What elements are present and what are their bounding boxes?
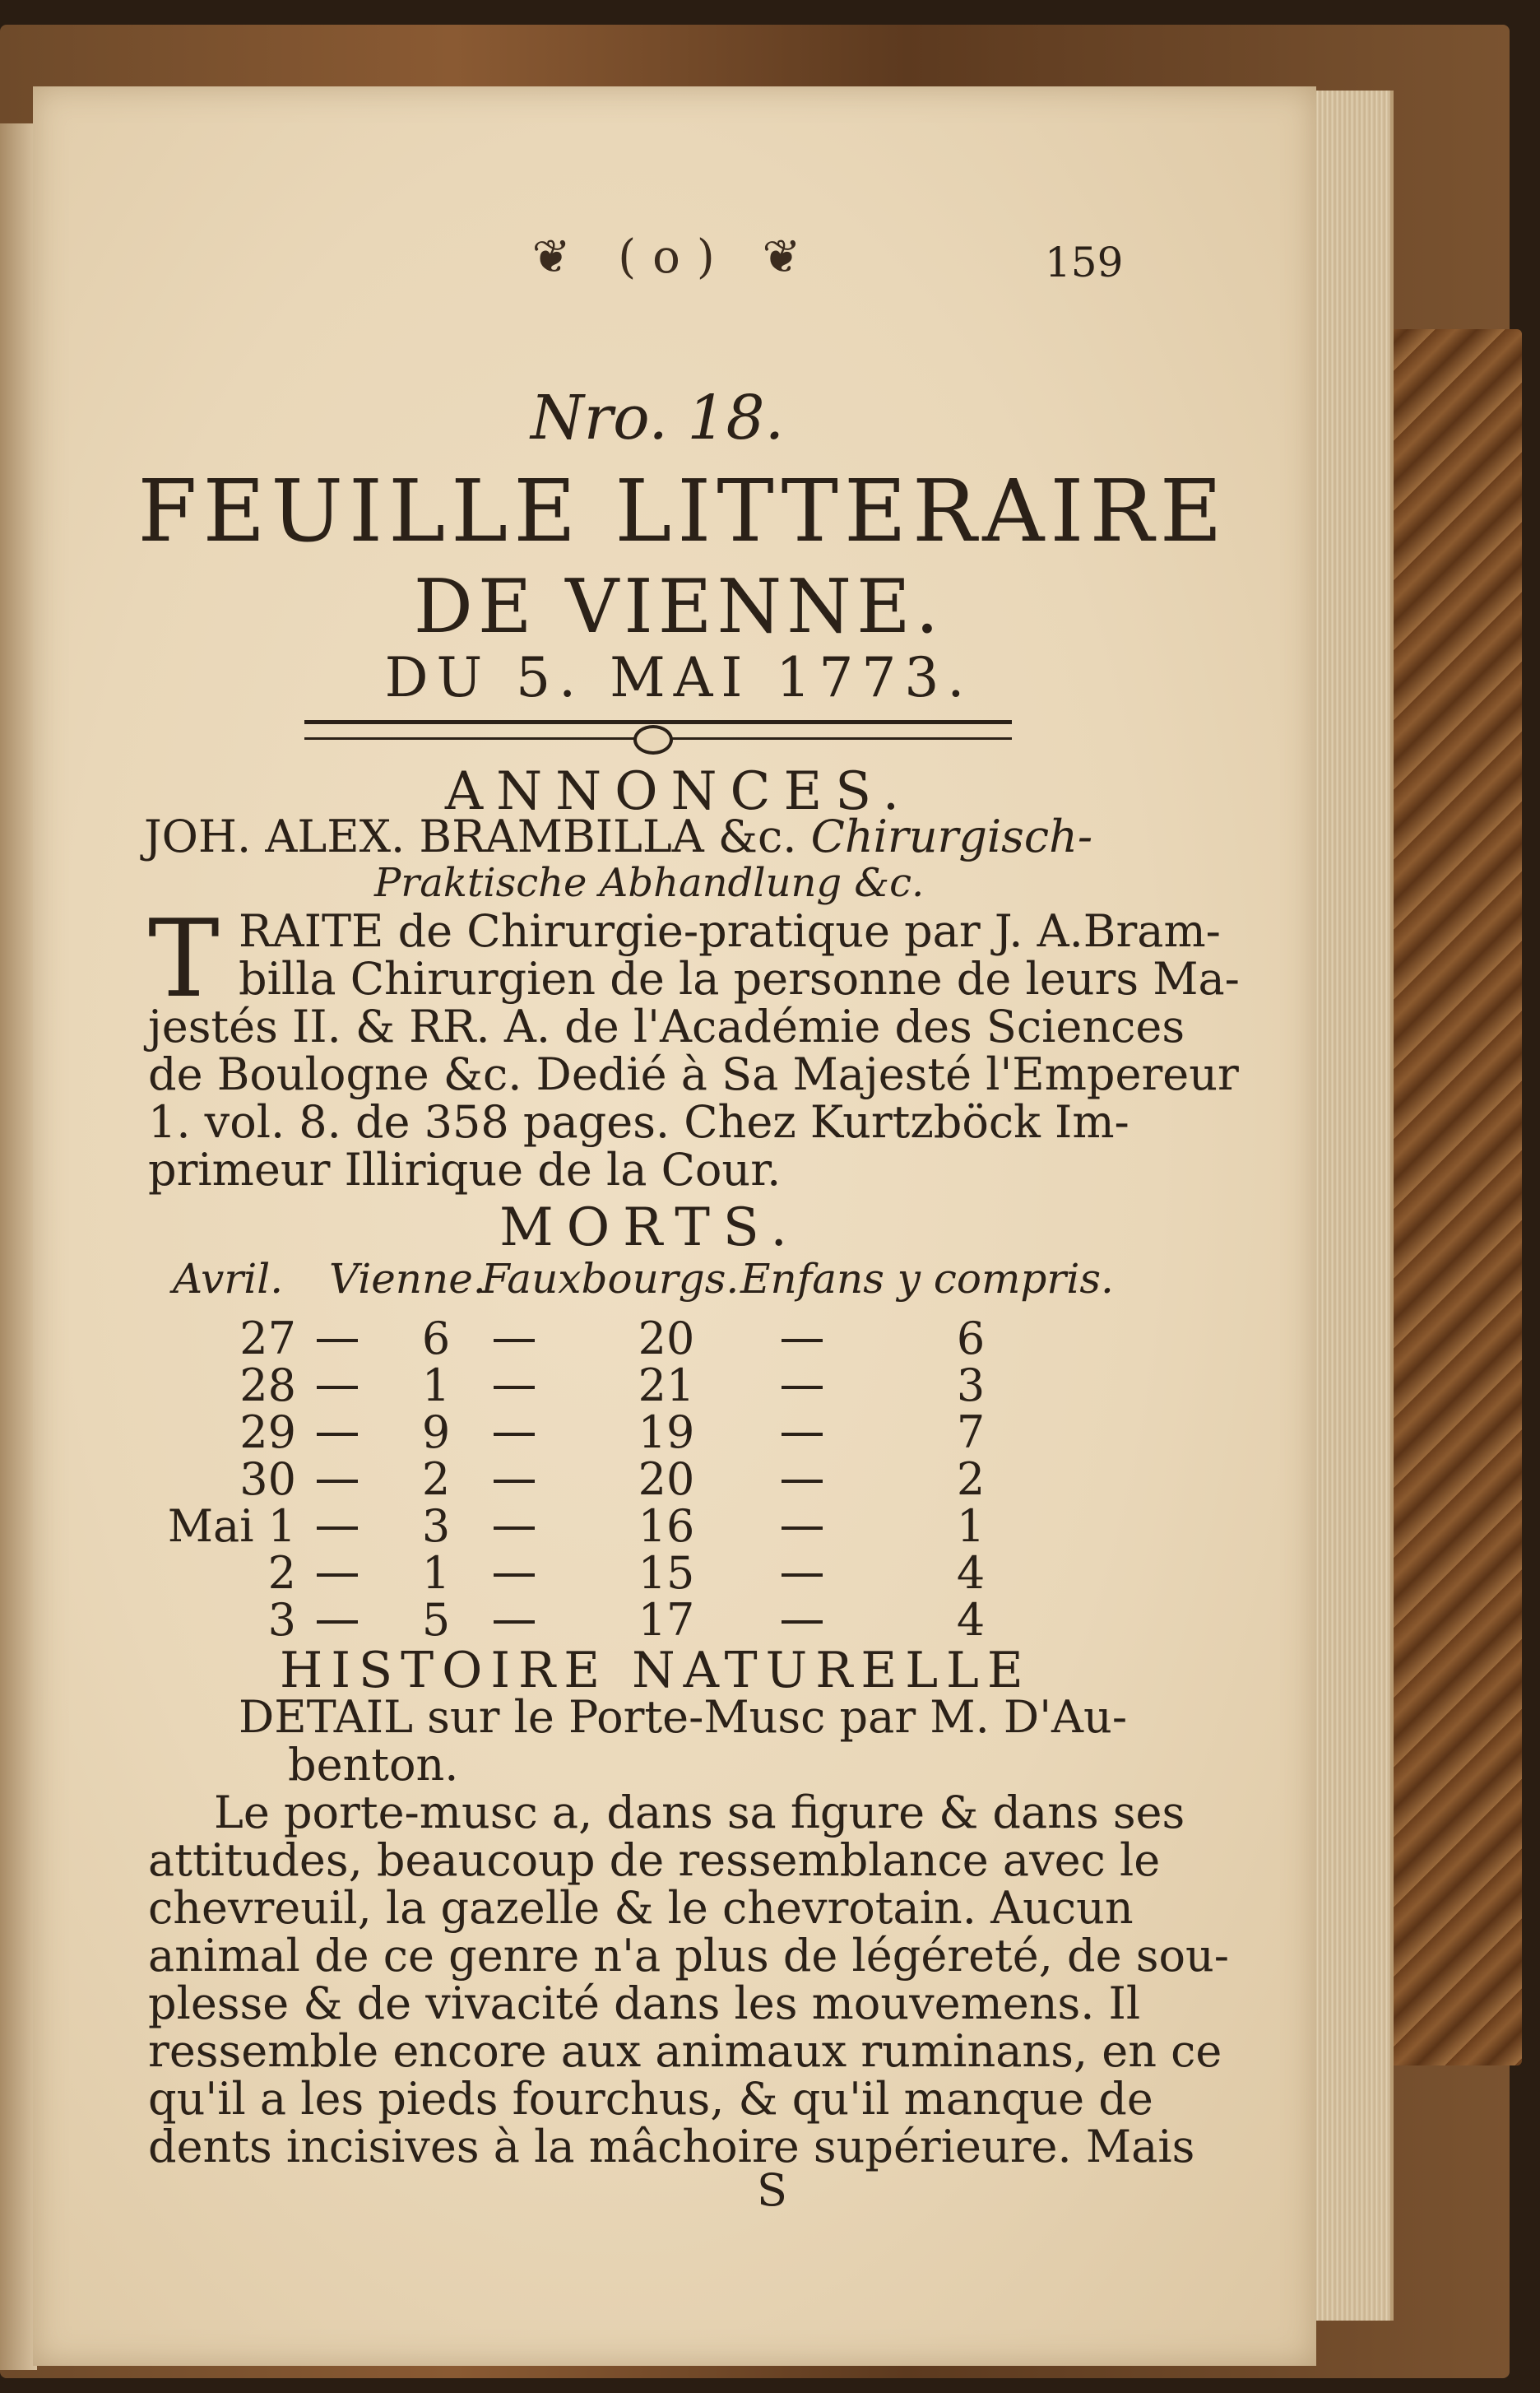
page-number: 159	[1045, 239, 1124, 286]
header-ornament: ❦ (o) ❦	[531, 230, 818, 284]
morts-dash	[494, 1339, 535, 1342]
signature-mark: S	[757, 2164, 787, 2216]
issue-number: Nro. 18.	[531, 383, 785, 453]
morts-fauxbourgs: 19	[638, 1406, 695, 1458]
body-line: animal de ce genre n'a plus de légéreté, de sou-	[148, 1930, 1229, 1982]
morts-enfans: 6	[956, 1313, 986, 1364]
morts-dash	[782, 1386, 823, 1389]
para-line: jestés II. & RR. A. de l'Académie des Sciences	[148, 1001, 1185, 1052]
morts-dash	[317, 1480, 358, 1483]
body-line: plesse & de vivacité dans les mouvemens. Il	[148, 1977, 1141, 2029]
morts-day: 27	[239, 1313, 296, 1364]
morts-dash	[317, 1620, 358, 1624]
body-line: Le porte-musc a, dans sa figure & dans ses	[214, 1787, 1185, 1838]
morts-vienne: 6	[421, 1313, 451, 1364]
book-title-german: Chirurgisch-	[810, 811, 1093, 862]
morts-fauxbourgs: 16	[638, 1500, 695, 1552]
title-line-2: DE VIENNE.	[413, 564, 944, 650]
morts-dash	[494, 1480, 535, 1483]
morts-heading: MORTS.	[499, 1197, 800, 1258]
morts-fauxbourgs: 15	[638, 1547, 695, 1599]
morts-dash	[494, 1620, 535, 1624]
para-line: billa Chirurgien de la personne de leurs Ma-	[239, 953, 1240, 1005]
rule-ornament	[633, 725, 673, 755]
morts-vienne: 2	[421, 1453, 451, 1505]
book-title-author: JOH. ALEX. BRAMBILLA &c.	[144, 811, 797, 862]
morts-dash	[782, 1480, 823, 1483]
morts-fauxbourgs: 20	[638, 1453, 695, 1505]
morts-fauxbourgs: 21	[638, 1359, 695, 1411]
title-line-1: FEUILLE LITTERAIRE	[137, 461, 1228, 561]
morts-dash	[782, 1573, 823, 1577]
book-title-line-2: Praktische Abhandlung &c.	[374, 860, 925, 906]
morts-vienne: 5	[421, 1594, 451, 1646]
page	[33, 86, 1316, 2366]
morts-dash	[317, 1386, 358, 1389]
annonces-heading: ANNONCES.	[444, 761, 913, 822]
para-line: 1. vol. 8. de 358 pages. Chez Kurtzböck Im-	[148, 1096, 1129, 1148]
histoire-heading: HISTOIRE NATURELLE	[280, 1642, 1032, 1699]
para-line: de Boulogne &c. Dedié à Sa Majesté l'Empereur	[148, 1048, 1239, 1100]
morts-enfans: 4	[956, 1547, 986, 1599]
morts-dash	[317, 1433, 358, 1436]
morts-day: 30	[239, 1453, 296, 1505]
col-fauxbourgs: Fauxbourgs.	[481, 1255, 740, 1303]
morts-vienne: 3	[421, 1500, 451, 1552]
morts-enfans: 2	[956, 1453, 986, 1505]
morts-dash	[782, 1620, 823, 1624]
col-vienne: Vienne.	[329, 1255, 486, 1303]
issue-date: DU 5. MAI 1773.	[384, 646, 973, 709]
morts-dash	[494, 1386, 535, 1389]
morts-dash	[317, 1573, 358, 1577]
morts-day: 2	[267, 1547, 296, 1599]
morts-dash	[782, 1339, 823, 1342]
detail-line-2: benton.	[288, 1739, 459, 1791]
morts-vienne: 1	[421, 1547, 451, 1599]
morts-day: Mai 1	[167, 1500, 296, 1552]
body-line: attitudes, beaucoup de ressemblance avec le	[148, 1834, 1161, 1886]
morts-dash	[782, 1526, 823, 1530]
detail-line-1: DETAIL sur le Porte-Musc par M. D'Au-	[239, 1691, 1128, 1743]
morts-fauxbourgs: 17	[638, 1594, 695, 1646]
morts-day: 3	[267, 1594, 296, 1646]
body-line: dents incisives à la mâchoire supérieure. Mais	[148, 2121, 1195, 2172]
morts-day: 29	[239, 1406, 296, 1458]
page-content	[33, 86, 1316, 2366]
drop-cap: T	[148, 896, 220, 1021]
morts-day: 28	[239, 1359, 296, 1411]
col-enfans: Enfans y compris.	[740, 1255, 1114, 1303]
para-line: primeur Illirique de la Cour.	[148, 1144, 782, 1196]
col-avril: Avril.	[173, 1255, 284, 1303]
morts-enfans: 4	[956, 1594, 986, 1646]
morts-dash	[782, 1433, 823, 1436]
morts-dash	[317, 1526, 358, 1530]
body-line: ressemble encore aux animaux ruminans, en ce	[148, 2025, 1222, 2077]
morts-vienne: 1	[421, 1359, 451, 1411]
book-title-line-1	[144, 811, 1092, 862]
morts-fauxbourgs: 20	[638, 1313, 695, 1364]
body-line: qu'il a les pieds fourchus, & qu'il manque de	[148, 2073, 1153, 2125]
morts-dash	[317, 1339, 358, 1342]
morts-dash	[494, 1526, 535, 1530]
morts-enfans: 3	[956, 1359, 986, 1411]
morts-dash	[494, 1573, 535, 1577]
morts-enfans: 1	[956, 1500, 986, 1552]
para-line: RAITE de Chirurgie-pratique par J. A.Bram-	[239, 905, 1221, 957]
morts-enfans: 7	[956, 1406, 986, 1458]
facing-page-edge	[0, 123, 37, 2370]
morts-vienne: 9	[421, 1406, 451, 1458]
body-line: chevreuil, la gazelle & le chevrotain. Aucun	[148, 1882, 1134, 1934]
morts-dash	[494, 1433, 535, 1436]
